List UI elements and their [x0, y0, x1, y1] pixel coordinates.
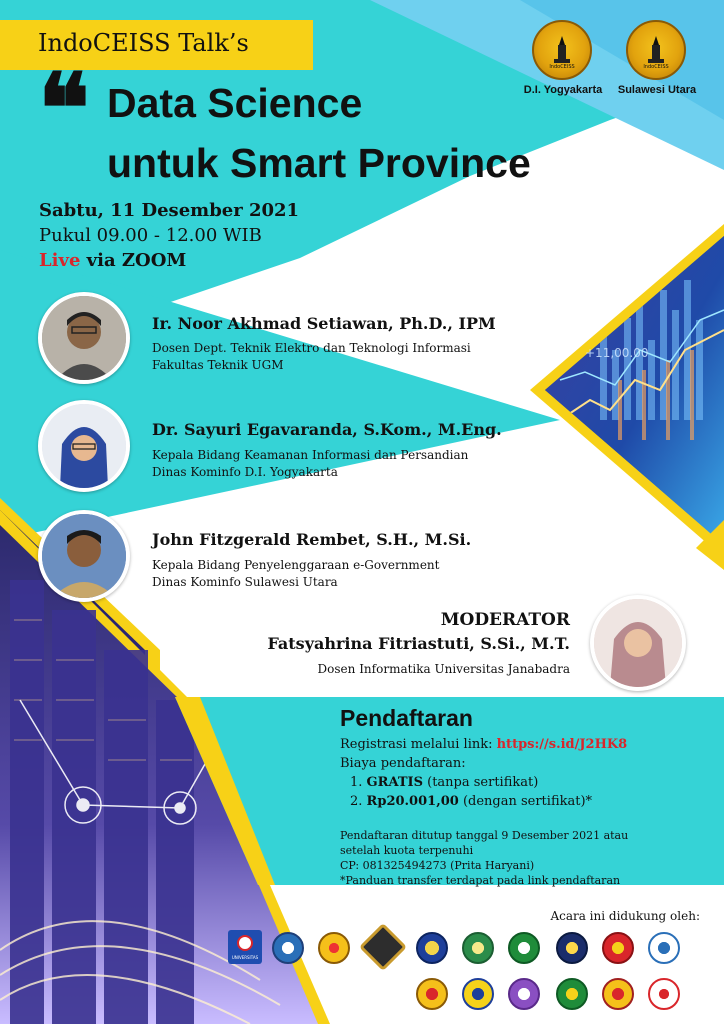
- platform-label: via ZOOM: [80, 250, 187, 271]
- seal-emblem-text: IndoCEISS: [643, 64, 669, 70]
- speaker-3-name: John Fitzgerald Rembet, S.H., M.Si.: [152, 530, 472, 549]
- event-title-line1: Data Science: [107, 80, 363, 126]
- avatar: [594, 599, 682, 687]
- sponsor-logo-8-icon: [556, 932, 588, 964]
- event-date: Sabtu, 11 Desember 2021: [39, 200, 300, 221]
- seal-caption-yogyakarta: D.I. Yogyakarta: [523, 84, 603, 96]
- speaker-1-title: Dosen Dept. Teknik Elektro dan Teknologi Informasi: [152, 341, 471, 355]
- registration-fee-2: [350, 794, 592, 809]
- fee-1-number: 1.: [350, 775, 367, 790]
- fee-1-note: (tanpa sertifikat): [422, 775, 539, 790]
- fee-2-note: (dengan sertifikat)*: [458, 794, 593, 809]
- sponsor-logo-7-icon: [508, 932, 540, 964]
- registration-link[interactable]: https://s.id/J2HK8: [496, 737, 628, 752]
- speaker-2-org: Dinas Kominfo D.I. Yogyakarta: [152, 465, 338, 479]
- sponsor-logo-10-icon: [648, 932, 680, 964]
- sponsor-logo-2-icon: [272, 932, 304, 964]
- registration-link-prefix: Registrasi melalui link:: [340, 737, 497, 752]
- fee-2-amount: Rp20.001,00: [366, 794, 459, 809]
- event-platform: [39, 250, 186, 271]
- speaker-3-photo: [38, 510, 130, 602]
- seal-emblem-text: IndoCEISS: [549, 64, 575, 70]
- event-time: Pukul 09.00 - 12.00 WIB: [39, 225, 262, 246]
- sponsor-logo-13-icon: [508, 978, 540, 1010]
- sponsor-logo-11-icon: [416, 978, 448, 1010]
- monument-icon: [643, 35, 669, 65]
- registration-note-2: setelah kuota terpenuhi: [340, 844, 474, 857]
- sponsor-logo-12-icon: [462, 978, 494, 1010]
- sponsor-logo-5-icon: [416, 932, 448, 964]
- quote-mark-icon: ❝: [38, 56, 90, 163]
- sponsor-logo-6-icon: [462, 932, 494, 964]
- series-tag-text: IndoCEISS Talk’s: [38, 29, 249, 57]
- speaker-2-photo: [38, 400, 130, 492]
- monument-icon: [549, 35, 575, 65]
- live-label: Live: [39, 250, 81, 271]
- avatar: [42, 514, 126, 598]
- speaker-1-photo: [38, 292, 130, 384]
- fee-2-number: 2.: [350, 794, 367, 809]
- speaker-1-name: Ir. Noor Akhmad Setiawan, Ph.D., IPM: [152, 314, 496, 333]
- avatar: [42, 296, 126, 380]
- registration-fee-1: [350, 775, 538, 790]
- registration-title: Pendaftaran: [340, 705, 473, 731]
- moderator-affiliation: Dosen Informatika Universitas Janabadra: [317, 662, 570, 676]
- speaker-3-org: Dinas Kominfo Sulawesi Utara: [152, 575, 338, 589]
- moderator-photo: [590, 595, 686, 691]
- moderator-label: MODERATOR: [440, 610, 570, 630]
- registration-note-1: Pendaftaran ditutup tanggal 9 Desember 2021 atau: [340, 829, 629, 842]
- registration-contact: CP: 081325494273 (Prita Haryani): [340, 859, 535, 872]
- sponsor-label: Acara ini didukung oleh:: [550, 909, 700, 923]
- sponsor-logo-16-icon: [648, 978, 680, 1010]
- fee-1-amount: GRATIS: [366, 775, 423, 790]
- speaker-3-title: Kepala Bidang Penyelenggaraan e-Government: [152, 558, 440, 572]
- sponsor-logo-9-icon: [602, 932, 634, 964]
- sponsor-logo-14-icon: [556, 978, 588, 1010]
- registration-link-line: [340, 737, 627, 752]
- speaker-1-org: Fakultas Teknik UGM: [152, 358, 284, 372]
- speaker-2-title: Kepala Bidang Keamanan Informasi dan Persandian: [152, 448, 469, 462]
- seal-caption-sulawesi: Sulawesi Utara: [617, 84, 697, 96]
- registration-fee-label: Biaya pendaftaran:: [340, 756, 466, 771]
- chart-overlay-label: +11,00.00: [585, 346, 649, 360]
- speaker-2-name: Dr. Sayuri Egavaranda, S.Kom., M.Eng.: [152, 420, 502, 439]
- seal-sulawesi-icon: [626, 20, 686, 80]
- event-title-line2: untuk Smart Province: [107, 140, 531, 186]
- sponsor-logo-15-icon: [602, 978, 634, 1010]
- sponsor-logo-3-icon: [318, 932, 350, 964]
- seal-yogyakarta-icon: [532, 20, 592, 80]
- moderator-name: Fatsyahrina Fitriastuti, S.Si., M.T.: [267, 634, 570, 653]
- sponsor-logo-1-text: UNIVERSITAS: [231, 955, 259, 960]
- avatar: [42, 404, 126, 488]
- registration-note-4: *Panduan transfer terdapat pada link pendaftaran: [340, 874, 621, 887]
- sponsor-logo-1-icon: [228, 930, 262, 964]
